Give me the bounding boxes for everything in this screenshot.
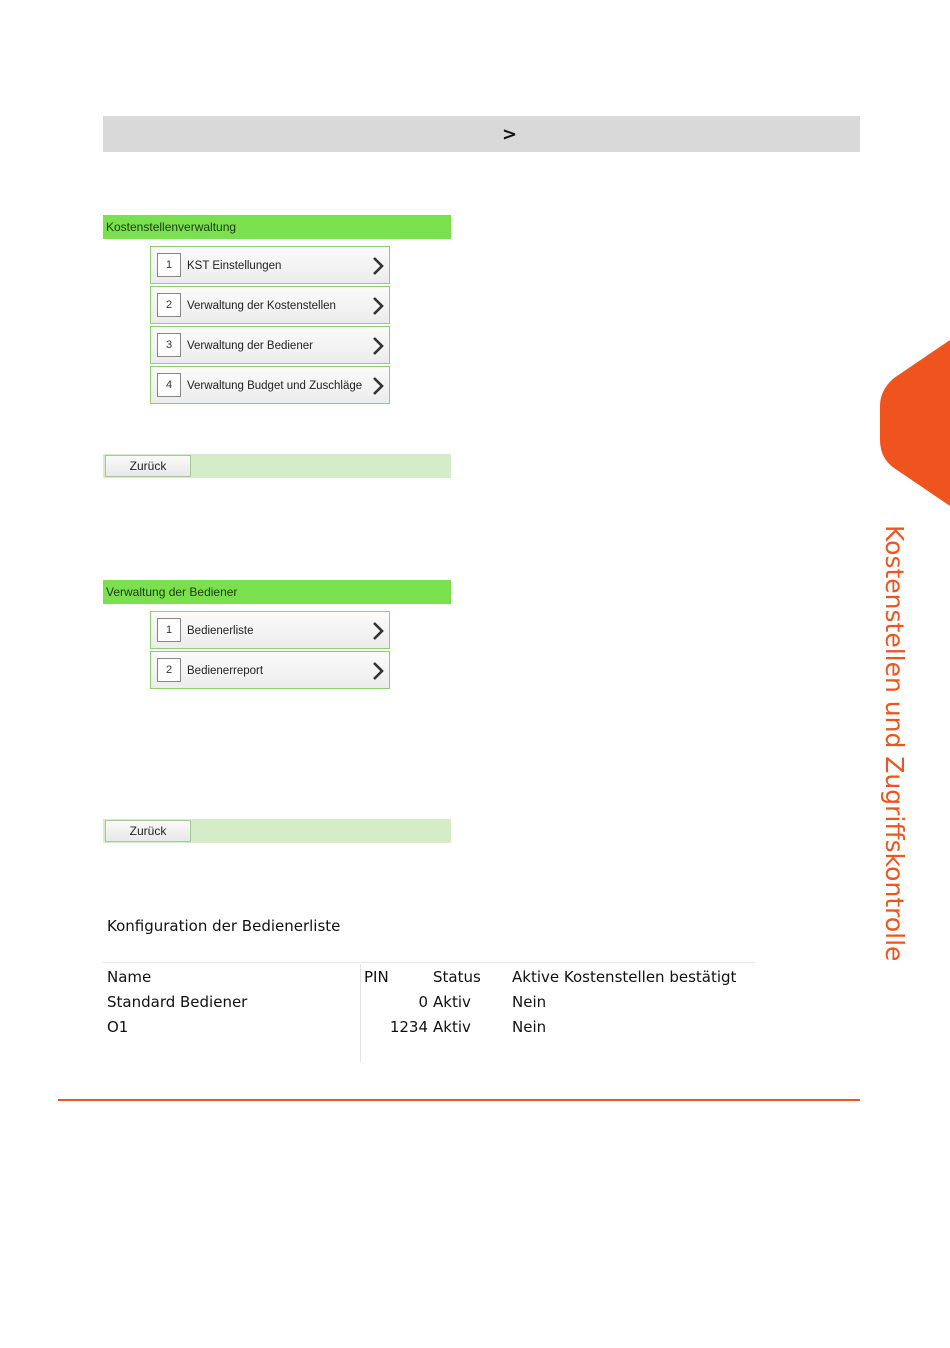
row-pin: 1234: [389, 1018, 428, 1036]
column-header-pin: PIN: [364, 968, 389, 986]
screen-title: Verwaltung der Bediener: [103, 580, 451, 604]
menu-item-operators[interactable]: [150, 326, 390, 364]
screen-footer-bar: [103, 819, 451, 843]
table-title: Konfiguration der Bedienerliste: [107, 917, 341, 935]
chapter-tab-shape: [880, 340, 950, 510]
row-status: Aktiv: [433, 993, 471, 1011]
back-button[interactable]: Zurück: [105, 820, 191, 842]
screen-footer-bar: [103, 454, 451, 478]
menu-item-number: 2: [157, 658, 181, 682]
operator-list-config-table: [103, 912, 755, 1062]
column-header-name: Name: [107, 968, 152, 986]
menu-item-label: KST Einstellungen: [187, 260, 282, 272]
column-header-confirmed: Aktive Kostenstellen bestätigt: [512, 968, 737, 986]
menu-item-operator-report[interactable]: [150, 651, 390, 689]
row-confirmed: Nein: [512, 993, 547, 1011]
path-arrow-icon: >: [502, 124, 518, 145]
menu-item-number: 1: [157, 253, 181, 277]
row-confirmed: Nein: [512, 1018, 547, 1036]
table-divider: [103, 962, 755, 963]
chevron-right-icon: [371, 620, 385, 642]
menu-item-label: Verwaltung der Kostenstellen: [187, 300, 336, 312]
menu-item-operator-list[interactable]: [150, 611, 390, 649]
menu-item-number: 1: [157, 618, 181, 642]
back-button[interactable]: Zurück: [105, 455, 191, 477]
chevron-right-icon: [371, 295, 385, 317]
chevron-right-icon: [371, 335, 385, 357]
row-status: Aktiv: [433, 1018, 471, 1036]
chapter-title: Kostenstellen und Zugriffskontrolle: [880, 525, 909, 962]
chevron-right-icon: [371, 375, 385, 397]
menu-item-budget[interactable]: [150, 366, 390, 404]
navigation-path-bar: [103, 116, 860, 152]
chevron-right-icon: [371, 255, 385, 277]
menu-item-label: Bedienerreport: [187, 665, 264, 677]
menu-item-label: Bedienerliste: [187, 625, 254, 637]
menu-item-label: Verwaltung der Bediener: [187, 340, 313, 352]
menu-item-number: 3: [157, 333, 181, 357]
column-divider: [360, 964, 361, 1062]
row-pin: 0: [418, 993, 428, 1011]
operator-management-screen: [103, 580, 451, 843]
chevron-right-icon: [371, 660, 385, 682]
menu-item-label: Verwaltung Budget und Zuschläge: [187, 380, 363, 392]
menu-item-number: 2: [157, 293, 181, 317]
row-name: Standard Bediener: [107, 993, 248, 1011]
menu-item-number: 4: [157, 373, 181, 397]
column-header-status: Status: [433, 968, 481, 986]
cost-center-management-screen: [103, 215, 451, 478]
menu-item-cost-centers[interactable]: [150, 286, 390, 324]
menu-item-kst-settings[interactable]: [150, 246, 390, 284]
screen-title: Kostenstellenverwaltung: [103, 215, 451, 239]
footer-divider: [58, 1099, 860, 1101]
row-name: O1: [107, 1018, 129, 1036]
